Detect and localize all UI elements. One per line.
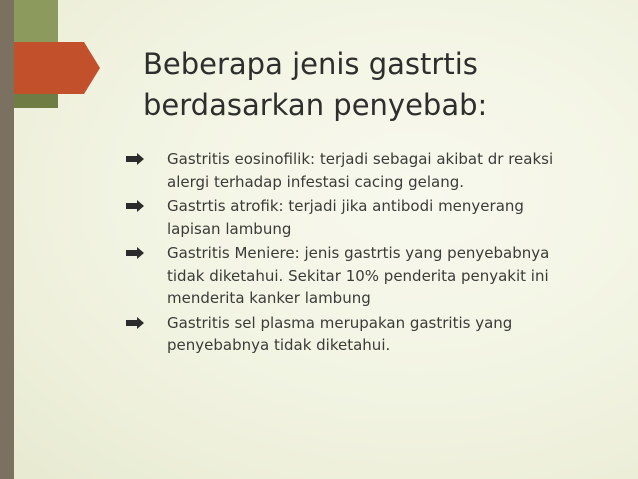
bullet-item [126, 242, 581, 310]
bullet-list [126, 148, 581, 357]
arrow-right-icon [126, 317, 144, 329]
bullet-item [126, 148, 581, 193]
arrow-right-icon [126, 153, 144, 165]
bullet-text: Gastrtis atrofik: terjadi jika antibodi menyerang lapisan lambung [167, 197, 524, 238]
bullet-item [126, 312, 581, 357]
bullet-item [126, 195, 581, 240]
bullet-text: Gastritis eosinofilik: terjadi sebagai akibat dr reaksi alergi terhadap infestasi cacing gelang. [167, 150, 554, 191]
arrow-right-icon [126, 200, 144, 212]
decorative-arrow-shape [0, 0, 120, 130]
arrow-right-icon [126, 247, 144, 259]
decorative-red-arrow [14, 42, 100, 94]
slide-title: Beberapa jenis gastrtis berdasarkan penyebab: [143, 47, 488, 122]
bullet-text: Gastritis sel plasma merupakan gastritis yang penyebabnya tidak diketahui. [167, 313, 513, 354]
bullet-text: Gastritis Meniere: jenis gastrtis yang penyebabnya tidak diketahui. Sekitar 10% penderita penyakit ini menderita kanker lambung [167, 244, 550, 307]
decorative-green-tail [14, 94, 58, 108]
